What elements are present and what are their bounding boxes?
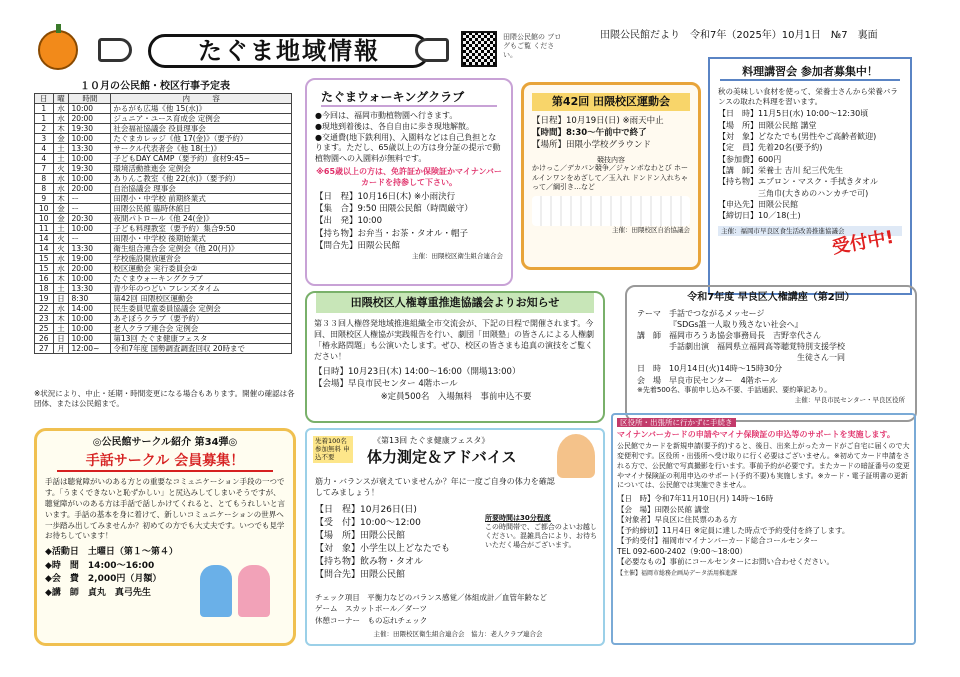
table-cell: 1 <box>35 114 54 124</box>
table-cell: 19:30 <box>69 164 111 174</box>
cooking-item: 三角巾(大きめのハンカチで可) <box>718 188 869 198</box>
table-cell: 水 <box>53 254 69 264</box>
table-cell: 9 <box>35 194 54 204</box>
walking-club-section <box>305 78 513 286</box>
ward-item: 【対象者】早良区に住民票のある方 <box>617 515 737 525</box>
circle-body: 手話は聴覚障がいのある方との重要なコミュニケーション手段の一つです。「うまくできないと恥ずかしい」と尻込みしてしまいそうですが、聴覚障がいのある方は手話で話しかけてくれると、とてもうれしいと言います。手話の基本を身に着けて、新しいコミュニケーションの世界へ一歩踏み出してみませんか？初めての方でも大丈夫です。いつでも見学お待ちしています！ <box>45 477 285 541</box>
walking-bring: 【持ち物】お弁当・お茶・タオル・帽子 <box>315 228 469 239</box>
cooking-intro: 秋の美味しい食材を使って、栄養士さんから栄養バランスの取れた料理を習います。 <box>718 86 898 106</box>
table-cell: 金 <box>53 214 69 224</box>
table-cell: 4 <box>35 144 54 154</box>
fitness-host: 主催：田隈校区衛生組合連合会 協力：老人クラブ連合会 <box>373 630 543 638</box>
table-cell: 10 <box>35 214 54 224</box>
fitness-rest: 休憩コーナー もの忘れチェック <box>315 615 428 625</box>
table-cell: 水 <box>53 304 69 314</box>
cooking-item: 【締切日】10／18(土) <box>718 211 801 221</box>
table-cell: 土 <box>53 284 69 294</box>
table-cell: 土 <box>53 224 69 234</box>
ward-tag: 区役所・出張所に行かずに手続き <box>617 418 736 427</box>
table-row <box>35 234 292 244</box>
human-rights-place: 【会場】早良市民センター 4階ホール <box>314 379 458 390</box>
table-cell: 月 <box>53 344 69 354</box>
table-cell: 夜間パトロール《他 24(金)》 <box>111 214 292 224</box>
cooking-host: 主催：福岡市早良区食生活改善推進協議会 <box>718 226 902 236</box>
table-cell: 20:30 <box>69 214 111 224</box>
table-cell: ジュニア・ユース育成会 定例会 <box>111 114 292 124</box>
walking-date: 【日 程】10月16日(木) ※小雨決行 <box>315 191 456 202</box>
table-cell: 8 <box>35 184 54 194</box>
table-cell: 11 <box>35 224 54 234</box>
table-cell: 木 <box>53 274 69 284</box>
table-cell: 土 <box>53 324 69 334</box>
table-cell: 10:00 <box>69 134 111 144</box>
table-cell: 衛生組合連合会 定例会《他 20(月)》 <box>111 244 292 254</box>
table-cell: 校区運動会 実行委員会② <box>111 264 292 274</box>
lecture-lecturer-3: 生徒さん一同 <box>797 353 845 363</box>
table-cell: 田隈小・中学校 後期始業式 <box>111 234 292 244</box>
fitness-intro: 筋力・バランスが衰えていませんか？年に一度ご自身の体力を確認してみましょう！ <box>315 477 555 498</box>
fitness-time-note: 所要時間は30分程度 <box>485 514 551 522</box>
table-row <box>35 184 292 194</box>
cooking-item: 【定 員】先着20名(要予約) <box>718 143 823 153</box>
table-cell: 1 <box>35 104 54 114</box>
table-cell: ー <box>69 194 111 204</box>
megaphone-icon <box>415 38 449 62</box>
table-cell: 23 <box>35 314 54 324</box>
table-row <box>35 254 292 264</box>
table-row <box>35 344 292 354</box>
table-cell: 8 <box>35 174 54 184</box>
fitness-item: 【持ち物】飲み物・タオル <box>315 557 424 568</box>
table-row <box>35 174 292 184</box>
table-cell: 第42回 田隈校区運動会 <box>111 294 292 304</box>
walking-body-2: ●現地到着後は、各自自由に歩き現地解散。 <box>315 121 474 131</box>
walking-body-3: ●交通費(地下鉄利用)、入園料などは自己負担となります。ただし、65歳以上の方は身分証の提示で動植物園への入園料が無料です。 <box>315 132 501 164</box>
table-row <box>35 284 292 294</box>
table-cell: ー <box>69 204 111 214</box>
fitness-time-detail: この時間帯で、ご都合のよいお越しください。混雑具合により、お待ちいただく場合がございます。 <box>485 523 597 550</box>
table-row <box>35 104 292 114</box>
calendar-title: １０月の公民館・校区行事予定表 <box>80 81 230 92</box>
table-cell: 20:00 <box>69 184 111 194</box>
table-row <box>35 114 292 124</box>
human-rights-capacity: ※定員500名 入場無料 事前申込不要 <box>380 391 532 402</box>
table-cell: 火 <box>53 234 69 244</box>
cooking-item: 【対 象】どなたでも(男性やご高齢者歓迎) <box>718 131 877 141</box>
table-row <box>35 294 292 304</box>
table-cell: 木 <box>53 314 69 324</box>
table-cell: たぐまカレッジ《他 17(金)》（要予約） <box>111 134 292 144</box>
fitness-game: ゲーム スカットボール／ダーツ <box>315 604 427 614</box>
cooking-item: 【場 所】田隈公民館 講堂 <box>718 120 817 130</box>
circle-subtitle: 手話サークル 会員募集！ <box>57 453 273 473</box>
table-cell: 14:00 <box>69 304 111 314</box>
table-cell: 10:00 <box>69 274 111 284</box>
table-cell: 10:00 <box>69 334 111 344</box>
table-row <box>35 264 292 274</box>
table-cell: 14 <box>35 234 54 244</box>
ward-item: 【会 場】田隈公民館 講堂 <box>617 504 710 514</box>
table-cell: 水 <box>53 104 69 114</box>
ward-host: 【主催】福岡市総務企画局データ活用推進課 <box>617 569 738 577</box>
table-cell: 社会福祉協議会 役員理事会 <box>111 124 292 134</box>
table-cell: 14 <box>35 244 54 254</box>
calendar-header: 時間 <box>69 94 111 104</box>
table-cell: 10:00 <box>69 174 111 184</box>
sports-games-title: 競技内容 <box>597 155 625 164</box>
table-cell: 25 <box>35 324 54 334</box>
calendar-header: 内 容 <box>111 94 292 104</box>
page-title: たぐま地域情報 <box>148 34 430 68</box>
walking-red-note: ※65歳以上の方は、免許証か保険証かマイナンバーカードを持参して下さい。 <box>316 166 502 187</box>
lecture-note: ※先着500名、事前申し込み不要、手話通訳、要約筆記あり。 <box>637 385 832 394</box>
table-cell: ありんこ教室《他 22(水)》（要予約） <box>111 174 292 184</box>
table-cell: ー <box>69 234 111 244</box>
sports-title: 第42回 田隈校区運動会 <box>532 93 690 111</box>
table-cell: 12:00~ <box>69 344 111 354</box>
cooking-title: 料理講習会 参加者募集中！ <box>720 65 900 81</box>
table-cell: 20:00 <box>69 264 111 274</box>
fitness-item: 【受 付】10:00～12:00 <box>315 518 421 529</box>
table-row <box>35 124 292 134</box>
walking-host: 主催：田隈校区衛生組合連合会 <box>412 252 503 261</box>
cooking-badge: 受付中! <box>830 226 896 259</box>
lecture-host: 主催：早良市民センター・早良区役所 <box>794 395 905 404</box>
table-cell: 13:30 <box>69 144 111 154</box>
cooking-class-section <box>708 57 912 295</box>
table-cell: 老人クラブ連合会 定例会 <box>111 324 292 334</box>
table-cell: 田隈公民館 臨時休館日 <box>111 204 292 214</box>
table-row <box>35 304 292 314</box>
table-cell: 火 <box>53 164 69 174</box>
circle-title: ◎公民館サークル紹介 第34弾◎ <box>92 437 238 448</box>
person-illustration-icon <box>200 565 232 617</box>
fitness-item: 【対 象】小学生以上どなたでも <box>315 544 451 555</box>
table-row <box>35 194 292 204</box>
table-cell: 自治協議会 理事会 <box>111 184 292 194</box>
walking-meet: 【集 合】9:50 田隈公民館（時間厳守） <box>315 203 473 214</box>
table-cell: かるがも広場《他 15(水)》 <box>111 104 292 114</box>
table-cell: 8:30 <box>69 294 111 304</box>
ward-item: 【日 時】令和7年11月10日(月) 14時～16時 <box>617 494 774 504</box>
exercise-illustration-icon <box>557 434 595 478</box>
table-cell: 水 <box>53 174 69 184</box>
table-cell: 27 <box>35 344 54 354</box>
fitness-check: チェック項目 平衡力などのバランス感覚／体組成計／血管年齢など <box>315 593 548 602</box>
table-row <box>35 244 292 254</box>
ward-item: 【予約受付】福岡市マイナンバーカード総合コールセンター <box>617 536 818 546</box>
table-cell: 10 <box>35 204 54 214</box>
fitness-item: 【問合先】田隈公民館 <box>315 570 406 581</box>
megaphone-icon <box>98 38 132 62</box>
ward-section <box>611 413 916 645</box>
table-cell: 19:30 <box>69 124 111 134</box>
lecture-lecturer-2: 手話劇出演 福岡県立福岡高等聴覚特別支援学校 <box>669 342 845 352</box>
lecture-section <box>625 285 917 422</box>
table-row <box>35 214 292 224</box>
table-cell: 令和7年度 国勢調査調査回収 20時まで <box>111 344 292 354</box>
lecture-date: 日 時 10月14日(火)14時～15時30分 <box>637 364 783 374</box>
sports-time: 【時間】8:30～午前中で終了 <box>532 128 647 139</box>
fitness-subtitle: 《第13回 たぐま健康フェスタ》 <box>373 436 490 445</box>
table-cell: 土 <box>53 144 69 154</box>
fitness-section <box>305 428 605 646</box>
table-row <box>35 204 292 214</box>
table-cell: 土 <box>53 154 69 164</box>
table-cell: 水 <box>53 184 69 194</box>
table-cell: 15 <box>35 264 54 274</box>
lecture-place: 会 場 早良市民センター 4階ホール <box>637 375 778 385</box>
table-row <box>35 224 292 234</box>
table-row <box>35 134 292 144</box>
human-rights-date: 【日時】10月23日(木) 14:00～16:00（開場13:00） <box>314 367 521 378</box>
table-cell: 子ども料理教室（要予約）集合9:50 <box>111 224 292 234</box>
table-cell: 金 <box>53 134 69 144</box>
table-row <box>35 144 292 154</box>
circle-time: ◆時 間 14:00～16:00 <box>45 560 155 571</box>
table-cell: 学校施設開放運営会 <box>111 254 292 264</box>
sports-illustration-icon <box>532 196 690 226</box>
walking-title: たぐまウォーキングクラブ <box>321 90 497 107</box>
table-cell: 日 <box>53 294 69 304</box>
circle-fee: ◆会 費 2,000円（月額） <box>45 574 162 585</box>
fitness-tag: 先着100名 参加無料 申込不要 <box>313 436 353 463</box>
ward-body: 公民館でカードを新規申請(要予約)すると、後日、出来上がったカードがご自宅に届くので大変便利です。区役所・出張所へ受け取りに行く必要はございません。※初めてカード申請をされる方で、公民館で写真撮影を行います。事前予約が必要です。またカードの暗証番号の変更やマイナ保険証の利用申込のサポート(予約不要)も実施します。※カード・電子証明書の更新については、公民館では実施できません。 <box>617 442 910 490</box>
table-cell: 3 <box>35 134 54 144</box>
table-row <box>35 324 292 334</box>
sports-day-section <box>521 82 701 270</box>
table-cell: 2 <box>35 124 54 134</box>
sports-games: かけっこ／デカパン競争／ジャンボなわとび ホールインワンをめざして／玉入れ ドンドン入れちゃって／綱引き…など <box>532 164 688 192</box>
table-cell: 10:00 <box>69 224 111 234</box>
circle-activity: ◆活動日 土曜日（第１～第４） <box>45 547 178 558</box>
table-cell: サークル代表者会《他 18(土)》 <box>111 144 292 154</box>
table-cell: 26 <box>35 334 54 344</box>
table-cell: 10:00 <box>69 104 111 114</box>
table-cell: 20:00 <box>69 114 111 124</box>
table-cell: 13:30 <box>69 244 111 254</box>
table-cell: あそぼうクラブ（要予約） <box>111 314 292 324</box>
calendar-header: 曜 <box>53 94 69 104</box>
table-cell: 19:00 <box>69 254 111 264</box>
lecture-theme-2: 『SDGs誰一人取り残さない社会へ』 <box>669 319 803 329</box>
table-cell: 10:00 <box>69 324 111 334</box>
walking-contact: 【問合先】田隈公民館 <box>315 240 401 251</box>
circle-teacher: ◆講 師 貞丸 真弓先生 <box>45 587 151 598</box>
table-cell: 22 <box>35 304 54 314</box>
table-cell: たぐまウォーキングクラブ <box>111 274 292 284</box>
human-rights-body: 第３３回人権啓発地域推進組織全市交流会が、下記の日程で開催されます。今回、田隈校区人権協が実践報告を行い、劇団「田隈塾」の皆さんによる人権劇「椿永路問題」も公演いたします。ぜひ、校区の皆さまも追真の演技をご覧ください！ <box>314 319 594 362</box>
table-cell: 田隈小・中学校 前期終業式 <box>111 194 292 204</box>
table-row <box>35 154 292 164</box>
calendar-header: 日 <box>35 94 54 104</box>
cooking-item: 【講 師】栄養士 吉川 紀三代先生 <box>718 166 844 176</box>
table-row <box>35 274 292 284</box>
walking-body-1: ●今回は、福岡市動植物園へ行きます。 <box>315 111 458 120</box>
newsletter-info: 田隈公民館だより 令和7年（2025年）10月1日 №7 裏面 <box>600 30 878 41</box>
table-row <box>35 334 292 344</box>
sports-date: 【日程】10月19日(日) ※雨天中止 <box>532 115 664 126</box>
fitness-item: 【場 所】田隈公民館 <box>315 531 406 542</box>
ward-item: 【必要なもの】事前にコールセンターにお問い合わせください。 <box>617 557 835 567</box>
table-cell: 民生委員児童委員協議会 定例会 <box>111 304 292 314</box>
table-cell: 火 <box>53 244 69 254</box>
calendar-note: ※状況により、中止・延期・時間変更になる場合もあります。開催の確認は各団体、または公民館まで。 <box>34 389 295 409</box>
table-cell: 7 <box>35 164 54 174</box>
table-cell: 水 <box>53 264 69 274</box>
table-cell: 環境活動推進会 定例会 <box>111 164 292 174</box>
lecture-theme-1: テーマ 手話でつながるメッセージ <box>637 308 765 318</box>
table-row <box>35 164 292 174</box>
table-cell: 10:00 <box>69 314 111 324</box>
fitness-item: 【日 程】10月26日(日) <box>315 505 417 515</box>
cooking-item: 【持ち物】エプロン・マスク・手拭きタオル <box>718 177 878 187</box>
table-cell: 19 <box>35 294 54 304</box>
lecture-lecturer-1: 講 師 福岡市ろうあ協会事務局長 吉野幸代さん <box>637 330 821 340</box>
table-cell: 木 <box>53 124 69 134</box>
person-illustration-icon <box>238 565 270 617</box>
lecture-title: 令和7年度 早良区人権講座（第2回） <box>687 292 855 303</box>
cooking-item: 【申込先】田隈公民館 <box>718 200 798 210</box>
table-row <box>35 314 292 324</box>
pumpkin-mascot-icon <box>38 30 78 70</box>
table-cell: 第13回 たぐま健康フェスタ <box>111 334 292 344</box>
table-cell: 18 <box>35 284 54 294</box>
cooking-item: 【参加費】600円 <box>718 154 782 164</box>
human-rights-title: 田隈校区人権尊重推進協議会よりお知らせ <box>316 293 594 313</box>
sports-place: 【場所】田隈小学校グラウンド <box>532 140 652 151</box>
table-cell: 16 <box>35 274 54 284</box>
ward-item: 【予約締切】11月4日 ※定員に達した時点で予約受付を終了します。 <box>617 525 850 535</box>
table-cell: 水 <box>53 114 69 124</box>
table-cell: 木 <box>53 194 69 204</box>
table-cell: 13:30 <box>69 284 111 294</box>
calendar-table <box>34 93 292 354</box>
table-cell: 10:00 <box>69 154 111 164</box>
table-cell: 青少年のつどい フレンズタイム <box>111 284 292 294</box>
table-cell: 子どもDAY CAMP（要予約）食材9:45~ <box>111 154 292 164</box>
cooking-item: 【日 時】11月5日(水) 10:00～12:30頃 <box>718 109 869 119</box>
table-cell: 金 <box>53 204 69 214</box>
qr-note: 田隈公民館の ブログもご覧 ください。 <box>503 33 562 59</box>
ward-title: マイナンバーカードの申請やマイナ保険証の申込等のサポートを実施します。 <box>617 430 895 440</box>
sports-host: 主催：田隈校区自治協議会 <box>612 225 690 234</box>
fitness-title: 体力測定＆アドバイス <box>367 448 517 466</box>
walking-depart: 【出 発】10:00 <box>315 216 382 227</box>
table-cell: 15 <box>35 254 54 264</box>
ward-item: TEL 092-600-2402（9:00～18:00） <box>617 546 747 556</box>
qr-code-icon[interactable] <box>461 31 497 67</box>
table-cell: 4 <box>35 154 54 164</box>
table-cell: 日 <box>53 334 69 344</box>
